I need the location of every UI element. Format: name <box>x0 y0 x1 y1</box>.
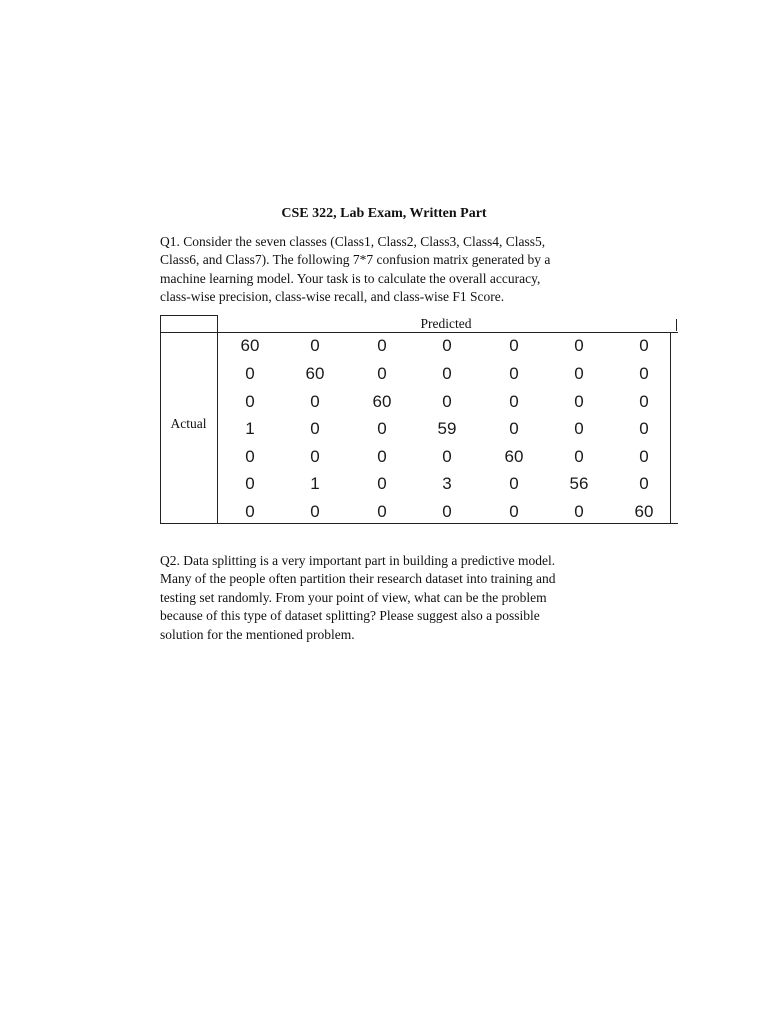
matrix-cell: 0 <box>442 392 452 411</box>
matrix-cell: 1 <box>310 474 320 493</box>
matrix-cell: 0 <box>509 364 519 383</box>
matrix-cell: 60 <box>305 364 325 383</box>
matrix-cell: 1 <box>245 419 255 438</box>
question-1-line: class-wise precision, class-wise recall, and class-wise F1 Score. <box>160 289 505 305</box>
matrix-cell: 60 <box>504 447 524 466</box>
matrix-cell: 0 <box>310 336 320 355</box>
matrix-cell: 0 <box>245 392 255 411</box>
matrix-cell: 3 <box>442 474 452 493</box>
matrix-cell: 0 <box>377 447 387 466</box>
question-1 <box>160 233 610 307</box>
matrix-cell: 0 <box>245 474 255 493</box>
question-2-line: Q2. Data splitting is a very important part in building a predictive model. <box>160 553 556 568</box>
matrix-cell: 0 <box>574 502 584 521</box>
matrix-cell: 0 <box>377 364 387 383</box>
matrix-cell: 0 <box>310 419 320 438</box>
question-2-line: testing set randomly. From your point of view, what can be the problem <box>160 589 547 605</box>
matrix-cell: 0 <box>574 392 584 411</box>
matrix-cell: 0 <box>509 392 519 411</box>
matrix-bottom-border <box>160 523 678 524</box>
matrix-cell: 0 <box>639 364 649 383</box>
question-1-line: Class6, and Class7). The following 7*7 confusion matrix generated by a <box>160 252 551 268</box>
matrix-header-divider <box>160 332 678 333</box>
actual-label: Actual <box>170 416 207 431</box>
matrix-cell: 0 <box>245 447 255 466</box>
matrix-cell: 0 <box>442 336 452 355</box>
matrix-right-border <box>670 332 671 523</box>
matrix-cell: 0 <box>509 474 519 493</box>
matrix-cell: 60 <box>634 502 654 521</box>
matrix-cell: 0 <box>442 364 452 383</box>
matrix-cell: 0 <box>574 364 584 383</box>
matrix-cell: 0 <box>377 502 387 521</box>
matrix-cell: 0 <box>639 474 649 493</box>
matrix-cell: 0 <box>574 447 584 466</box>
matrix-label-divider <box>217 315 218 524</box>
question-2-line: Many of the people often partition their research dataset into training and <box>160 571 556 587</box>
confusion-matrix <box>160 315 678 524</box>
matrix-cell: 0 <box>574 336 584 355</box>
matrix-cell: 0 <box>310 392 320 411</box>
matrix-cell: 0 <box>245 502 255 521</box>
question-1-line: machine learning model. Your task is to calculate the overall accuracy, <box>160 270 541 286</box>
matrix-cell: 0 <box>377 336 387 355</box>
matrix-cell: 0 <box>442 447 452 466</box>
matrix-cell: 0 <box>509 502 519 521</box>
question-2-line: solution for the mentioned problem. <box>160 626 355 642</box>
matrix-cell: 0 <box>509 419 519 438</box>
predicted-label: Predicted <box>420 316 472 331</box>
matrix-cell: 0 <box>639 336 649 355</box>
matrix-cell: 59 <box>437 419 457 438</box>
matrix-cell: 0 <box>310 447 320 466</box>
matrix-cell: 0 <box>442 502 452 521</box>
matrix-cell: 0 <box>639 392 649 411</box>
question-2 <box>160 552 610 644</box>
matrix-cell: 0 <box>509 336 519 355</box>
question-1-line: Q1. Consider the seven classes (Class1, Class2, Class3, Class4, Class5, <box>160 234 546 249</box>
matrix-cell: 0 <box>574 419 584 438</box>
matrix-cell: 0 <box>377 474 387 493</box>
matrix-cell: 56 <box>569 474 589 493</box>
matrix-cell: 60 <box>240 336 260 355</box>
question-2-line: because of this type of dataset splitting? Please suggest also a possible <box>160 608 540 624</box>
matrix-cell: 0 <box>639 447 649 466</box>
matrix-cell: 0 <box>310 502 320 521</box>
matrix-cell: 60 <box>372 392 392 411</box>
matrix-cell: 0 <box>245 364 255 383</box>
page-title: CSE 322, Lab Exam, Written Part <box>281 206 487 221</box>
matrix-cell: 0 <box>377 419 387 438</box>
matrix-cell: 0 <box>639 419 649 438</box>
